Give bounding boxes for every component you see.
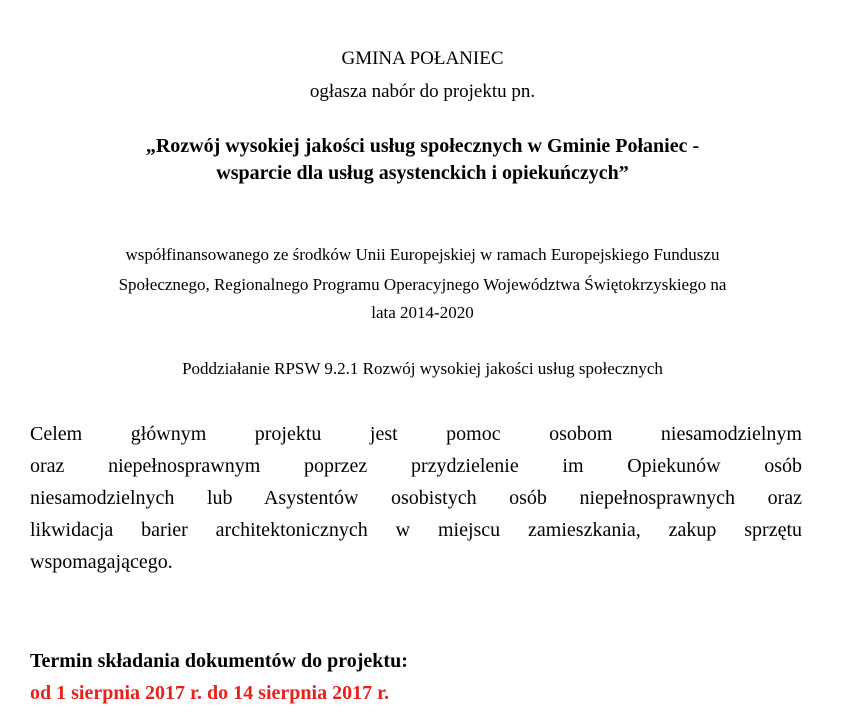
goal-line-4: likwidacja barier architektonicznych w miejscu zamieszkania, zakup sprzętu — [30, 519, 802, 541]
project-title-line-2: wsparcie dla usług asystenckich i opiekuńczych” — [216, 162, 629, 184]
funding-line-2: Społecznego, Regionalnego Programu Operacyjnego Województwa Świętokrzyskiego na — [118, 275, 727, 294]
funding-line-1: współfinansowanego ze środków Unii Europejskiej w ramach Europejskiego Funduszu — [125, 245, 720, 264]
goal-line-1: Celem głównym projektu jest pomoc osobom niesamodzielnym — [30, 423, 802, 445]
project-goal-paragraph — [30, 418, 802, 578]
deadline-label: Termin składania dokumentów do projektu: — [30, 650, 408, 672]
municipality-name: GMINA POŁANIEC — [341, 48, 504, 69]
deadline-dates: od 1 sierpnia 2017 r. do 14 sierpnia 2017 r. — [30, 682, 390, 704]
announcement-subtitle: ogłasza nabór do projektu pn. — [309, 81, 536, 102]
project-title-line-1: „Rozwój wysokiej jakości usług społecznych w Gminie Połaniec - — [145, 135, 700, 157]
funding-line-3: lata 2014-2020 — [371, 303, 474, 322]
goal-line-3: niesamodzielnych lub Asystentów osobistych osób niepełnosprawnych oraz — [30, 487, 802, 509]
subaction-line: Poddziałanie RPSW 9.2.1 Rozwój wysokiej jakości usług społecznych — [182, 359, 663, 378]
goal-line-2: oraz niepełnosprawnym poprzez przydzielenie im Opiekunów osób — [30, 455, 802, 477]
goal-line-5: wspomagającego. — [30, 551, 173, 573]
